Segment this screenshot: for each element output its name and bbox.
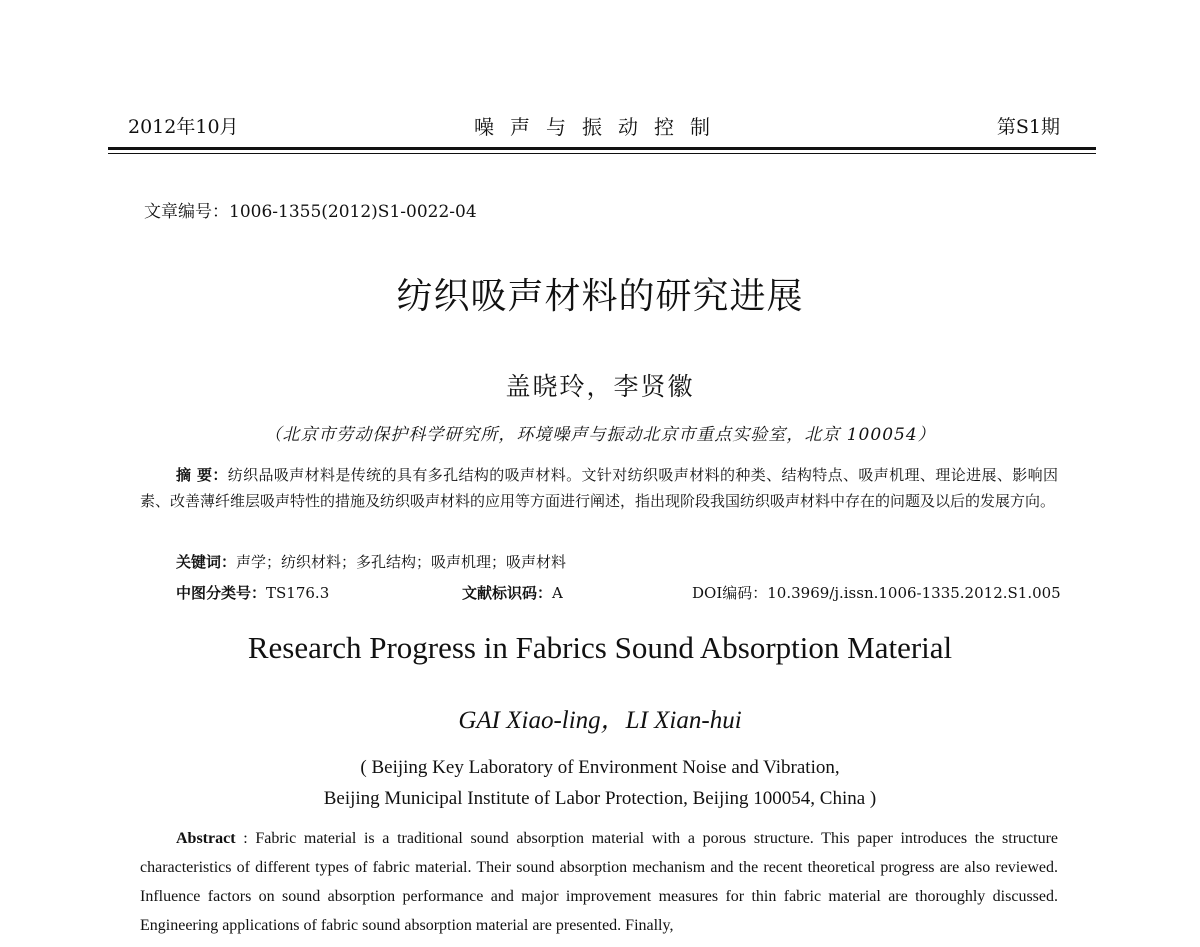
journal-name: 噪声与振动控制	[474, 115, 726, 139]
cn-abstract	[140, 462, 1058, 514]
en-affiliation-line-2: Beijing Municipal Institute of Labor Protection, Beijing 100054, China )	[323, 788, 877, 809]
cn-authors: 盖晓玲，李贤徽	[505, 372, 695, 401]
en-title: Research Progress in Fabrics Sound Absorption Material	[247, 630, 953, 665]
document-code	[462, 582, 563, 603]
en-authors: GAI Xiao-ling，LI Xian-hui	[458, 707, 742, 734]
clc-number	[176, 582, 329, 603]
cn-keywords-text: 声学；纺织材料；多孔结构；吸声机理；吸声材料	[236, 553, 567, 571]
doi-label: DOI编码：	[692, 584, 768, 602]
article-number-label: 文章编号：	[144, 202, 229, 222]
article-number	[144, 197, 477, 222]
doi	[692, 582, 1061, 603]
clc-value: TS176.3	[266, 584, 330, 602]
en-affiliation	[0, 752, 1200, 814]
clc-label: 中图分类号：	[176, 584, 267, 602]
cn-abstract-text: 纺织品吸声材料是传统的具有多孔结构的吸声材料。文针对纺织吸声材料的种类、结构特点、吸声机理、理论进展、影响因素、改善薄纤维层吸声特性的措施及纺织吸声材料的应用等方面进行阐述，指出现阶段我国纺织吸声材料中存在的问题及以后的发展方向。	[140, 466, 1058, 510]
cn-title: 纺织吸声材料的研究进展	[396, 276, 804, 317]
cn-abstract-label: 摘 要：	[176, 466, 228, 484]
doc-code-value: A	[552, 584, 563, 602]
cn-affiliation: （北京市劳动保护科学研究所，环境噪声与振动北京市重点实验室，北京 100054）	[264, 425, 936, 445]
en-abstract	[140, 824, 1058, 940]
header-date: 2012年10月	[128, 116, 239, 138]
doc-code-label: 文献标识码：	[462, 584, 553, 602]
en-abstract-text: : Fabric material is a traditional sound absorption material with a porous structure. This paper introduces the structure characteristics of different types of fabric material. Their sound absorption mechanism and the recent theoretical progress are also reviewed. Influence factors on sound absorption performance and major improvement measures for thin fabric material are thoroughly discussed. Engineering applications of fabric sound absorption material are presented. Finally,	[140, 830, 1058, 934]
en-affiliation-line-1: ( Beijing Key Laboratory of Environment Noise and Vibration,	[360, 757, 840, 778]
cn-keywords	[176, 551, 566, 572]
en-abstract-label: Abstract	[176, 830, 236, 847]
header-rule-thick	[108, 147, 1096, 150]
article-number-value: 1006-1355(2012)S1-0022-04	[229, 202, 477, 222]
doi-value: 10.3969/j.issn.1006-1335.2012.S1.005	[767, 584, 1061, 602]
header-rule-thin	[108, 153, 1096, 154]
cn-keywords-label: 关键词：	[176, 553, 237, 571]
issue-number: 第S1期	[996, 116, 1060, 138]
